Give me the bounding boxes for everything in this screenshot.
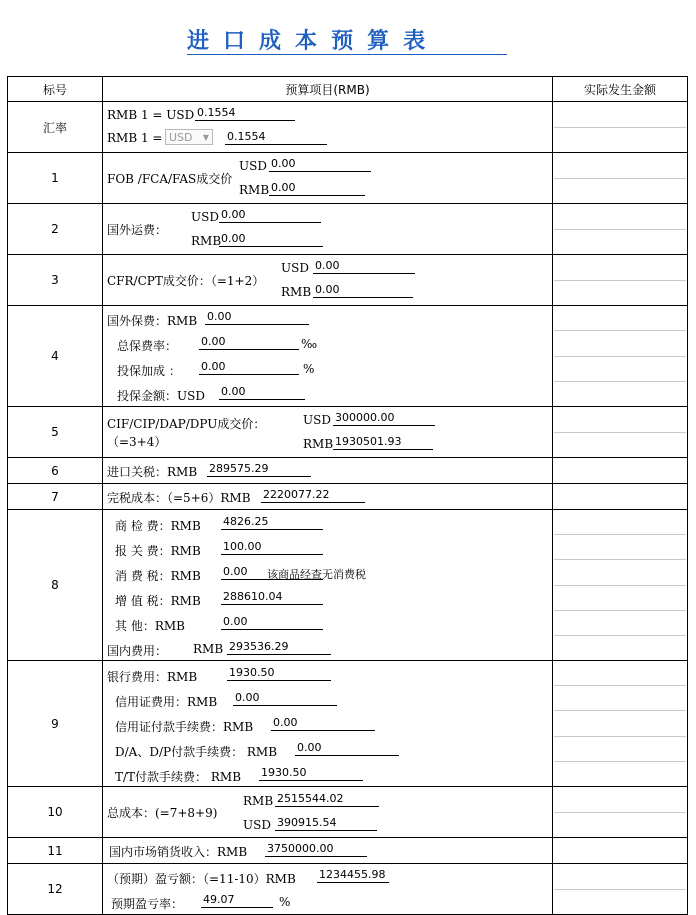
row-number: 2 <box>8 204 103 255</box>
row-4 <box>8 306 688 407</box>
currency-select-value: USD <box>169 131 193 144</box>
title-char: 口 <box>223 28 260 54</box>
sales-revenue-input[interactable]: 3750000.00 <box>265 842 367 857</box>
other-fee-label: 其 他：RMB <box>115 619 185 633</box>
markup-label: 投保加成 ： <box>117 364 181 378</box>
chevron-down-icon: ▼ <box>202 133 209 142</box>
header-no: 标号 <box>8 77 103 102</box>
row-2 <box>8 204 688 255</box>
actual-cell[interactable] <box>553 787 687 837</box>
other-fee-input[interactable]: 0.00 <box>221 615 323 630</box>
insurance-label: 国外保费：RMB <box>107 314 198 328</box>
rate-value-2-input[interactable]: 0.1554 <box>225 130 327 145</box>
vat-input[interactable]: 288610.04 <box>221 590 323 605</box>
tt-fee-input[interactable]: 1930.50 <box>259 766 363 781</box>
usd-label: USD <box>239 159 267 173</box>
actual-cell[interactable] <box>553 661 687 786</box>
page-title <box>187 28 507 55</box>
row-3 <box>8 255 688 306</box>
consumption-tax-input[interactable]: 0.00 <box>221 565 323 580</box>
rate-label-1: RMB 1 = USD <box>107 108 195 122</box>
profit-rate-input[interactable]: 49.07 <box>201 893 273 908</box>
cfr-label: CFR/CPT成交价：（=1+2） <box>107 274 265 288</box>
row-5 <box>8 407 688 458</box>
cif-rmb-input[interactable]: 1930501.93 <box>333 435 433 450</box>
row-10 <box>8 787 688 838</box>
title-char: 进 <box>187 28 224 54</box>
row-number: 3 <box>8 255 103 306</box>
usd-label: USD <box>243 818 271 832</box>
actual-cell[interactable] <box>553 255 687 305</box>
usd-label: USD <box>191 210 219 224</box>
domestic-fee-label: 国内费用： <box>107 644 168 658</box>
sales-revenue-label: 国内市场销货收入：RMB <box>109 845 248 859</box>
row-number: 11 <box>8 838 103 864</box>
rmb-label: RMB <box>193 642 224 656</box>
fob-rmb-input[interactable]: 0.00 <box>269 181 365 196</box>
duty-input[interactable]: 289575.29 <box>207 462 311 477</box>
header-row <box>8 77 688 102</box>
header-actual: 实际发生金额 <box>553 77 688 102</box>
title-char: 表 <box>403 28 440 54</box>
row-label: 汇率 <box>8 102 103 153</box>
rate-usd-input[interactable]: 0.1554 <box>195 106 295 121</box>
fob-usd-input[interactable]: 0.00 <box>269 157 371 172</box>
row-6 <box>8 458 688 484</box>
customs-fee-label: 报 关 费：RMB <box>115 544 201 558</box>
freight-label: 国外运费： <box>107 223 168 237</box>
currency-select[interactable] <box>165 129 213 145</box>
cfr-usd-input[interactable]: 0.00 <box>313 259 415 274</box>
da-dp-fee-label: D/A、D/P付款手续费： RMB <box>115 745 278 759</box>
rmb-label: RMB <box>243 794 274 808</box>
row-number: 8 <box>8 510 103 661</box>
actual-cell[interactable] <box>553 102 687 152</box>
fob-label: FOB /FCA/FAS成交价 <box>107 172 233 186</box>
profit-rate-label: 预期盈亏率： <box>111 897 184 911</box>
cif-label: CIF/CIP/DAP/DPU成交价： <box>107 417 266 431</box>
row-11 <box>8 838 688 864</box>
permille-unit: ‰ <box>301 337 318 351</box>
bank-fee-input[interactable]: 1930.50 <box>227 666 331 681</box>
rmb-label: RMB <box>303 437 334 451</box>
duty-paid-cost-input[interactable]: 2220077.22 <box>261 488 365 503</box>
lc-payment-fee-input[interactable]: 0.00 <box>271 716 375 731</box>
rmb-label: RMB <box>281 285 312 299</box>
customs-fee-input[interactable]: 100.00 <box>221 540 323 555</box>
row-12 <box>8 864 688 915</box>
actual-cell[interactable] <box>553 510 687 660</box>
actual-cell[interactable] <box>553 306 687 406</box>
row-8 <box>8 510 688 661</box>
inspection-fee-input[interactable]: 4826.25 <box>221 515 323 530</box>
actual-cell[interactable] <box>553 458 687 483</box>
profit-loss-input[interactable]: 1234455.98 <box>317 868 389 883</box>
freight-rmb-input[interactable]: 0.00 <box>219 232 323 247</box>
row-9 <box>8 661 688 787</box>
percent-unit: % <box>279 895 291 909</box>
row-number: 12 <box>8 864 103 915</box>
freight-usd-input[interactable]: 0.00 <box>219 208 321 223</box>
premium-rate-input[interactable]: 0.00 <box>199 335 299 350</box>
actual-cell[interactable] <box>553 838 687 863</box>
cfr-rmb-input[interactable]: 0.00 <box>313 283 413 298</box>
consumption-tax-label: 消 费 税：RMB <box>115 569 201 583</box>
title-char: 预 <box>331 28 368 54</box>
row-number: 9 <box>8 661 103 787</box>
actual-cell[interactable] <box>553 864 687 914</box>
tt-fee-label: T/T付款手续费： RMB <box>115 770 242 784</box>
rmb-label: RMB <box>239 183 270 197</box>
row-exchange-rate <box>8 102 688 153</box>
row-number: 10 <box>8 787 103 838</box>
title-char: 算 <box>367 28 404 54</box>
profit-loss-label: （预期）盈亏额：（=11-10）RMB <box>107 872 296 886</box>
title-char: 成 <box>259 28 296 54</box>
insurance-rmb-input[interactable]: 0.00 <box>205 310 309 325</box>
lc-fee-label: 信用证费用：RMB <box>115 695 218 709</box>
row-number: 7 <box>8 484 103 510</box>
row-1 <box>8 153 688 204</box>
vat-label: 增 值 税：RMB <box>115 594 201 608</box>
markup-input[interactable]: 0.00 <box>199 360 299 375</box>
duty-paid-cost-label: 完税成本：（=5+6）RMB <box>107 491 251 505</box>
usd-label: USD <box>303 413 331 427</box>
premium-rate-label: 总保费率： <box>117 339 178 353</box>
title-char: 本 <box>295 28 332 54</box>
row-number: 4 <box>8 306 103 407</box>
budget-table <box>7 76 688 915</box>
header-item: 预算项目(RMB) <box>103 77 553 102</box>
cif-formula: （=3+4） <box>107 435 167 449</box>
row-number: 1 <box>8 153 103 204</box>
actual-cell[interactable] <box>553 407 687 457</box>
lc-fee-input[interactable]: 0.00 <box>233 691 337 706</box>
bank-fee-label: 银行费用：RMB <box>107 670 198 684</box>
actual-cell[interactable] <box>553 484 687 509</box>
total-cost-label: 总成本：(=7+8+9) <box>107 806 218 820</box>
consumption-tax-note: 该商品经查无消费税 <box>267 568 366 581</box>
row-number: 6 <box>8 458 103 484</box>
row-number: 5 <box>8 407 103 458</box>
domestic-fee-input[interactable]: 293536.29 <box>227 640 331 655</box>
percent-unit: % <box>303 362 315 376</box>
actual-cell[interactable] <box>553 204 687 254</box>
total-cost-usd-input[interactable]: 390915.54 <box>275 816 377 831</box>
da-dp-fee-input[interactable]: 0.00 <box>295 741 399 756</box>
rmb-label: RMB <box>191 234 222 248</box>
duty-label: 进口关税：RMB <box>107 465 198 479</box>
row-7 <box>8 484 688 510</box>
actual-cell[interactable] <box>553 153 687 203</box>
inspection-fee-label: 商 检 费：RMB <box>115 519 201 533</box>
cif-usd-input[interactable]: 300000.00 <box>333 411 435 426</box>
insured-amount-label: 投保金额：USD <box>117 389 205 403</box>
rate-label-2: RMB 1 = <box>107 131 163 145</box>
lc-payment-fee-label: 信用证付款手续费：RMB <box>115 720 254 734</box>
usd-label: USD <box>281 261 309 275</box>
insured-amount-input[interactable]: 0.00 <box>219 385 305 400</box>
total-cost-rmb-input[interactable]: 2515544.02 <box>275 792 379 807</box>
